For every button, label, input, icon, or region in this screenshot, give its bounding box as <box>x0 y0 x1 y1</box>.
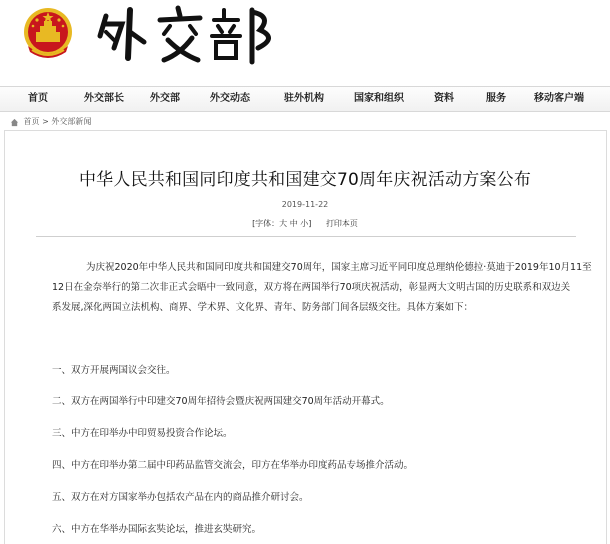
list-item: 六、中方在华举办国际玄奘论坛，推进玄奘研究。 <box>52 524 262 535</box>
print-page-link[interactable]: 打印本页 <box>325 219 358 228</box>
article-title: 中华人民共和国同印度共和国建交70周年庆祝活动方案公布 <box>78 170 532 190</box>
nav-item-home[interactable]: 首页 <box>28 93 48 104</box>
article-tools <box>0 218 610 229</box>
breadcrumb <box>10 116 91 128</box>
list-item: 五、双方在对方国家举办包括农产品在内的商品推介研讨会。 <box>52 492 309 503</box>
article-frame <box>4 130 607 544</box>
nav-item-missions[interactable]: 驻外机构 <box>284 93 324 104</box>
breadcrumb-section-link[interactable]: 外交部新闻 <box>51 117 92 126</box>
ministry-calligraphy-logo[interactable] <box>92 2 282 66</box>
national-emblem-icon[interactable] <box>22 6 74 62</box>
breadcrumb-separator: > <box>42 117 49 126</box>
list-item: 二、双方在两国举行中印建交70周年招待会暨庆祝两国建交70周年活动开幕式。 <box>52 396 390 407</box>
home-icon <box>10 118 19 127</box>
list-item: 四、中方在印举办第二届中印药品监管交流会，印方在华举办印度药品专场推介活动。 <box>52 460 414 471</box>
nav-item-minister[interactable]: 外交部长 <box>84 93 124 104</box>
article-intro <box>52 258 592 318</box>
article-divider <box>36 236 576 237</box>
site-header <box>0 0 610 86</box>
breadcrumb-home-link[interactable]: 首页 <box>23 117 40 126</box>
intro-line: 12日在金奈举行的第二次非正式会晤中一致同意，双方将在两国举行70项庆祝活动，彰显两大文明古国的历史联系和双边关 <box>52 282 571 293</box>
main-nav <box>0 86 610 112</box>
nav-item-activities[interactable]: 外交动态 <box>210 93 250 104</box>
list-item: 三、中方在印举办中印贸易投资合作论坛。 <box>52 428 233 439</box>
list-item: 一、双方开展两国议会交往。 <box>52 365 176 376</box>
nav-item-services[interactable]: 服务 <box>486 93 506 104</box>
article-date: 2019-11-22 <box>281 200 329 209</box>
intro-line: 为庆祝2020年中华人民共和国同印度共和国建交70周年，国家主席习近平同印度总理纳伦德拉·莫迪于2019年10月11至 <box>86 262 592 273</box>
nav-item-countries[interactable]: 国家和组织 <box>354 93 404 104</box>
nav-item-resources[interactable]: 资料 <box>434 93 454 104</box>
nav-item-mobile-client[interactable]: 移动客户端 <box>534 93 584 104</box>
font-size-selector[interactable]: [字体：大 中 小] <box>252 219 312 228</box>
intro-line: 系发展,深化两国立法机构、商界、学术界、文化界、青年、防务部门间各层级交往。具体方案如下： <box>52 302 474 313</box>
nav-item-ministry[interactable]: 外交部 <box>150 93 180 104</box>
